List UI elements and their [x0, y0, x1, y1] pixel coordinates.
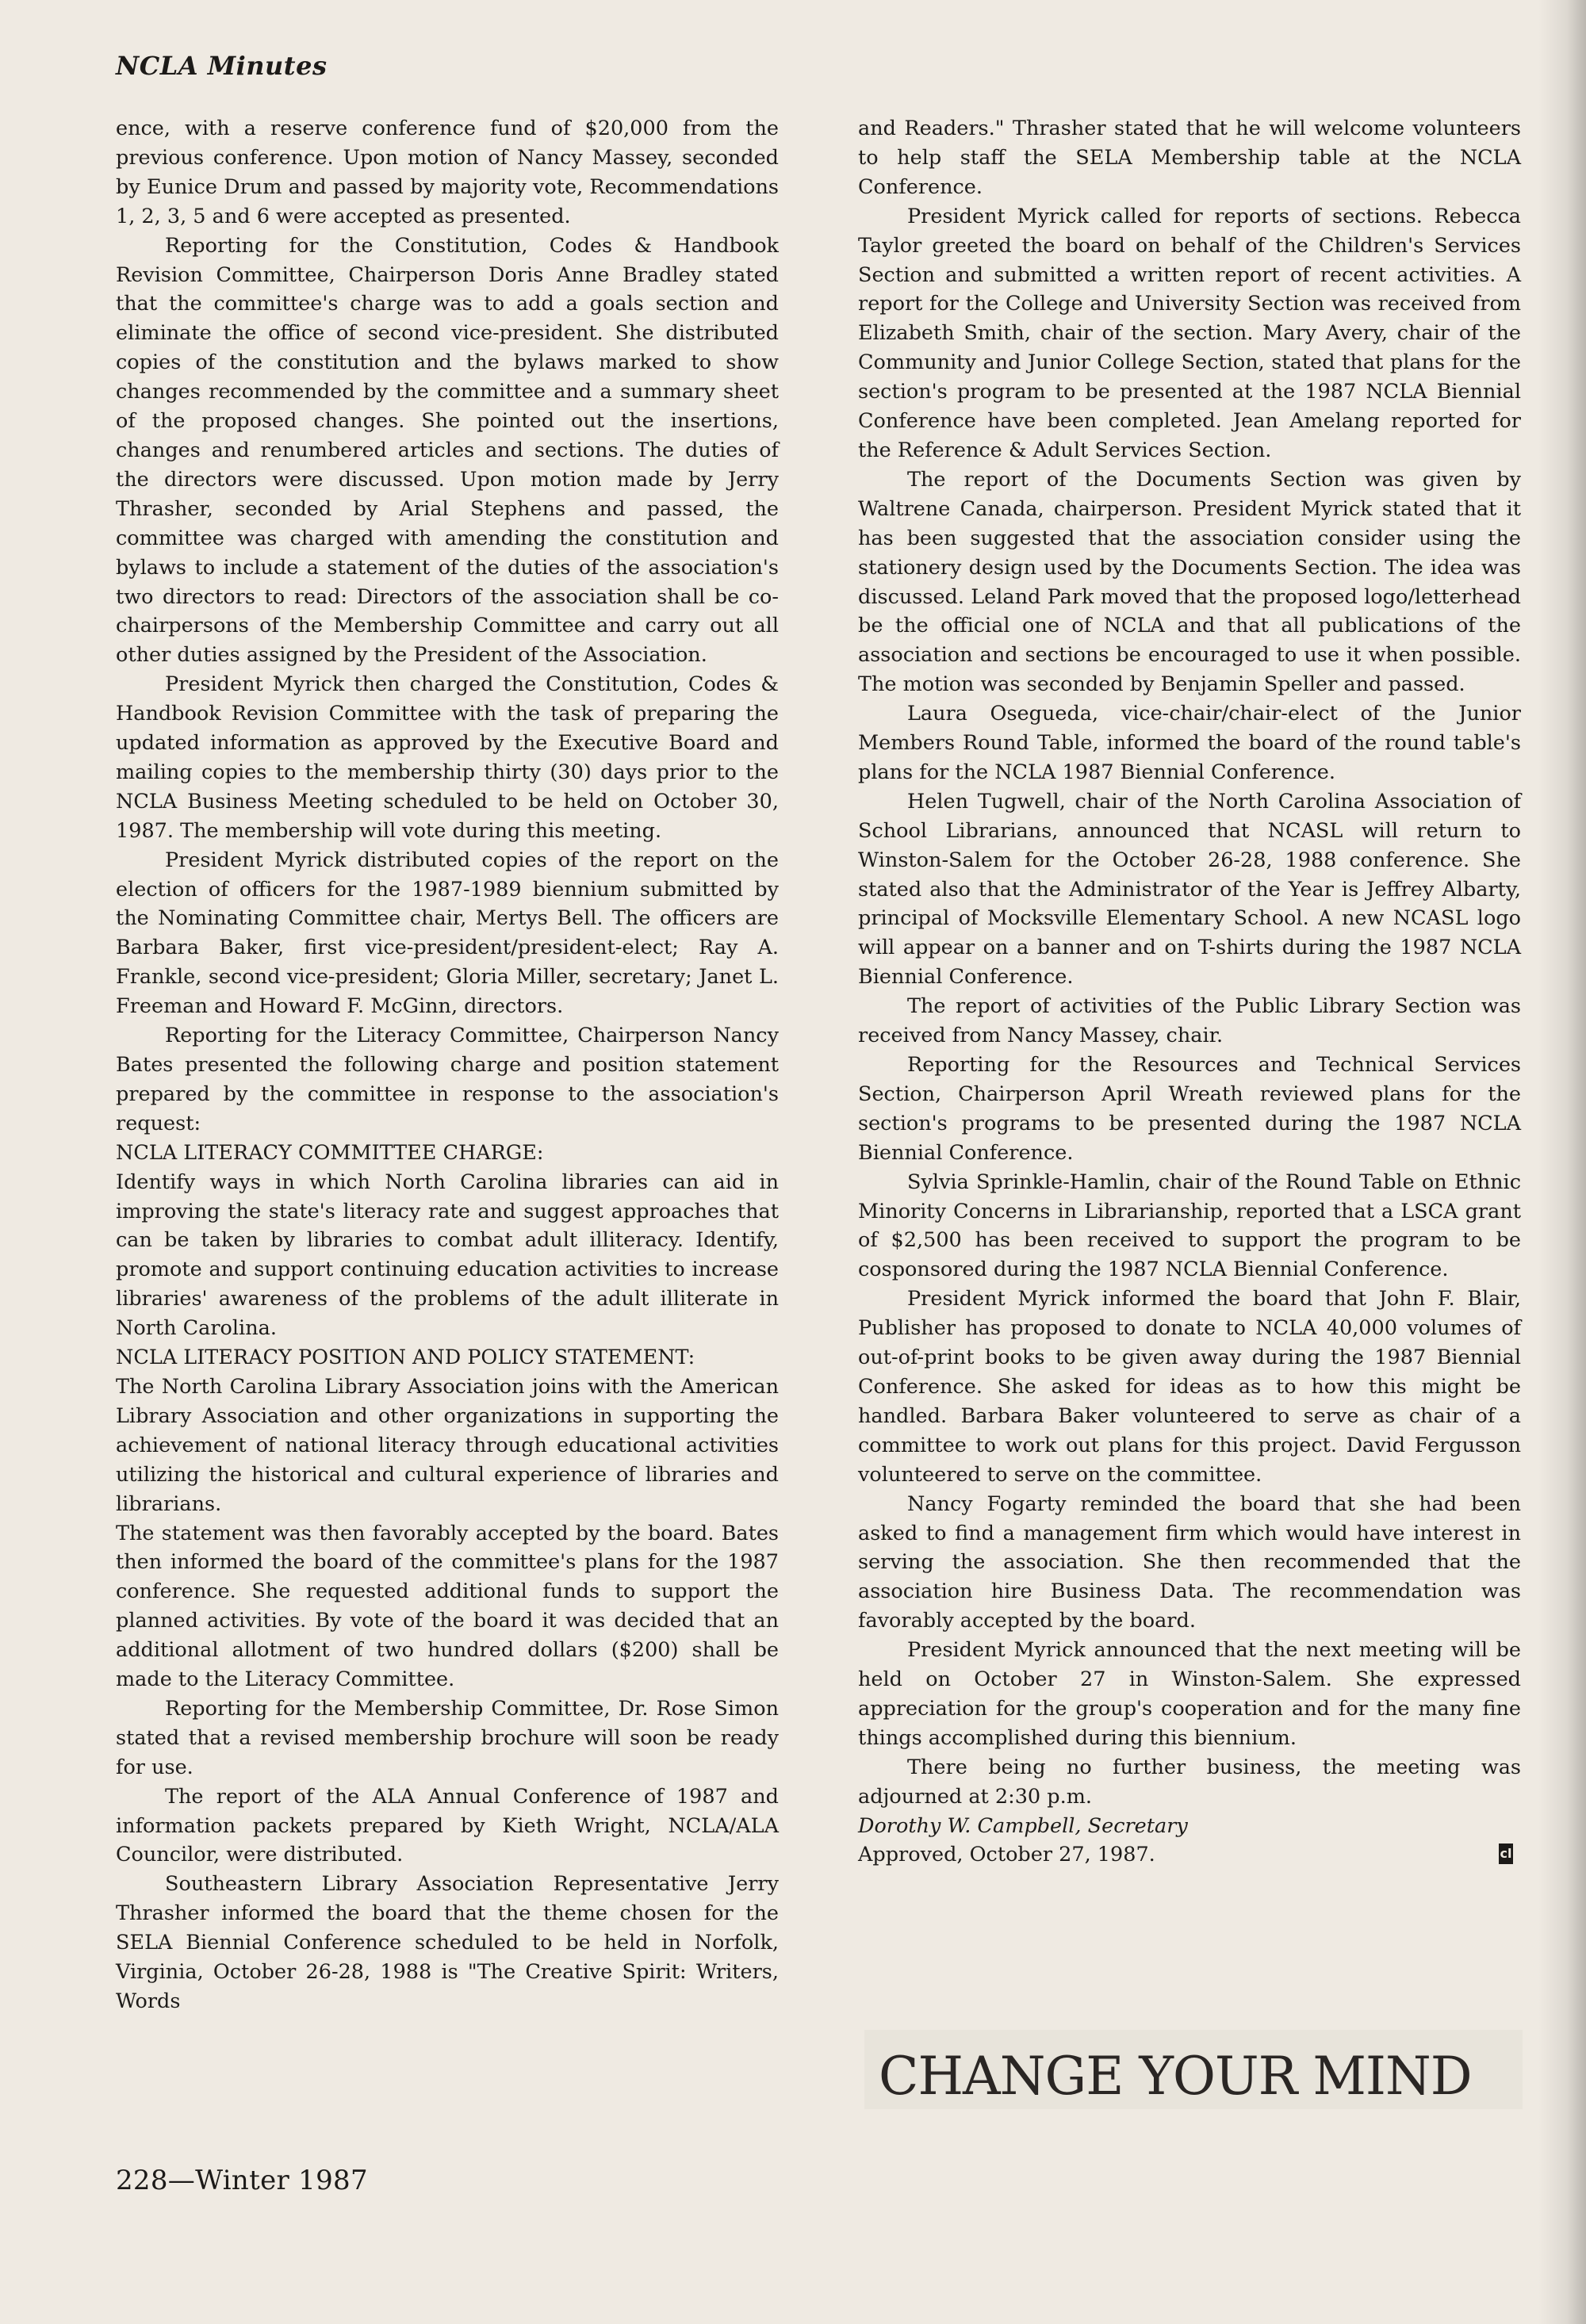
page-folio: 228—Winter 1987 [116, 2165, 368, 2196]
paragraph: President Myrick distributed copies of the report on the election of officers for the 1987-1989 biennium submitted by the Nominating Committee chair, Mertys Bell. The officers are Barbara Baker, first vice-president/president-elect; Ray A. Frankle, second vice-president; Gloria Miller, secretary; Janet L. Freeman and Howard F. McGinn, directors. [116, 848, 779, 1019]
paragraph: Nancy Fogarty reminded the board that she had been asked to find a management firm which would have interest in serving the association. She then recommended that the association hire Business Data. The recommendation was favorably accepted by the board. [858, 1491, 1521, 1633]
paragraph: There being no further business, the meeting was adjourned at 2:30 p.m. [858, 1755, 1521, 1809]
literacy-position-text: The North Carolina Library Association joins with the American Library Association and other organizations in supporting the achievement of national literacy through educational activities utilizing the historical and cultural experience of libraries and librarians. [116, 1374, 779, 1516]
paragraph: President Myrick then charged the Constitution, Codes & Handbook Revision Committee with the task of preparing the updated information as approved by the Executive Board and mailing copies to the membership thirty (30) days prior to the NCLA Business Meeting scheduled to be held on October 30, 1987. The membership will vote during this meeting. [116, 672, 779, 843]
secretary-signature: Dorothy W. Campbell, Secretary [858, 1813, 1188, 1838]
paragraph: Southeastern Library Association Representative Jerry Thrasher informed the board that the theme chosen for the SELA Biennial Conference scheduled to be held in Norfolk, Virginia, October 26-28, 1988 is "The Creative Spirit: Writers, Words [116, 1872, 779, 2013]
paragraph: and Readers." Thrasher stated that he will welcome volunteers to help staff the SELA Membership table at the NCLA Conference. [858, 117, 1521, 199]
right-column [858, 114, 1521, 1870]
paragraph: President Myrick informed the board that John F. Blair, Publisher has proposed to donate to NCLA 40,000 volumes of out-of-print books to be given away during the 1987 Biennial Conference. She asked for ideas as to how this might be handled. Barbara Baker volunteered to serve as chair of a committee to work out plans for this project. David Fergusson volunteered to serve on the committee. [858, 1287, 1521, 1487]
paragraph: The statement was then favorably accepted by the board. Bates then informed the board of the committee's plans for the 1987 conference. She requested additional funds to support the planned activities. By vote of the board it was decided that an additional allotment of two hundred dollars ($200) shall be made to the Literacy Committee. [116, 1521, 779, 1692]
literacy-charge-text: Identify ways in which North Carolina libraries can aid in improving the state's literacy rate and suggest approaches that can be taken by libraries to combat adult illiteracy. Identify, promote and support continuing education activities to increase libraries' awareness of the problems of the adult illiterate in North Carolina. [116, 1170, 779, 1341]
paragraph: Reporting for the Membership Committee, Dr. Rose Simon stated that a revised membership brochure will soon be ready for use. [116, 1696, 779, 1779]
paragraph: President Myrick called for reports of sections. Rebecca Taylor greeted the board on behalf of the Children's Services Section and submitted a written report of recent activities. A report for the College and University Section was received from Elizabeth Smith, chair of the section. Mary Avery, chair of the Community and Junior College Section, stated that plans for the section's program to be presented at the 1987 NCLA Biennial Conference have been completed. Jean Amelang reported for the Reference & Adult Services Section. [858, 204, 1521, 462]
paragraph: Laura Osegueda, vice-chair/chair-elect of the Junior Members Round Table, informed the board of the round table's plans for the NCLA 1987 Biennial Conference. [858, 702, 1521, 784]
running-head: NCLA Minutes [116, 51, 328, 81]
paragraph: ence, with a reserve conference fund of $20,000 from the previous conference. Upon motion of Nancy Massey, seconded by Eunice Drum and passed by majority vote, Recommendations 1, 2, 3, 5 and 6 were accepted as presented. [116, 117, 779, 228]
literacy-charge-heading: NCLA LITERACY COMMITTEE CHARGE: [116, 1140, 544, 1165]
approval-line [858, 1840, 1521, 1870]
paragraph: The report of the ALA Annual Conference of 1987 and information packets prepared by Kieth Wright, NCLA/ALA Councilor, were distributed. [116, 1784, 779, 1867]
paragraph: Reporting for the Resources and Technical Services Section, Chairperson April Wreath reviewed plans for the section's programs to be presented during the 1987 NCLA Biennial Conference. [858, 1053, 1521, 1165]
approval-date: Approved, October 27, 1987. [858, 1843, 1155, 1867]
paragraph: President Myrick announced that the next meeting will be held on October 27 in Winston-Salem. She expressed appreciation for the group's cooperation and for the many fine things accomplished during this biennium. [858, 1638, 1521, 1750]
left-column [116, 114, 779, 2016]
paragraph: Reporting for the Constitution, Codes & Handbook Revision Committee, Chairperson Doris Anne Bradley stated that the committee's charge was to add a goals section and eliminate the office of second vice-president. She distributed copies of the constitution and the bylaws marked to show changes recommended by the committee and a summary sheet of the proposed changes. She pointed out the insertions, changes and renumbered articles and sections. The duties of the directors were discussed. Upon motion made by Jerry Thrasher, seconded by Arial Stephens and passed, the committee was charged with amending the constitution and bylaws to include a statement of the duties of the association's two directors to read: Directors of the association shall be co-chairpersons of the Membership Committee and carry out all other duties assigned by the President of the Association. [116, 233, 779, 668]
paragraph: Reporting for the Literacy Committee, Chairperson Nancy Bates presented the following charge and position statement prepared by the committee in response to the association's request: [116, 1024, 779, 1135]
paragraph: The report of the Documents Section was given by Waltrene Canada, chairperson. President Myrick stated that it has been suggested that the association consider using the stationery design used by the Documents Section. The idea was discussed. Leland Park moved that the proposed logo/letterhead be the official one of NCLA and that all publications of the association and sections be encouraged to use it when possible. The motion was seconded by Benjamin Speller and passed. [858, 467, 1521, 697]
page-edge-shadow [1538, 0, 1586, 2324]
change-your-mind-banner: CHANGE YOUR MIND [879, 2046, 1472, 2107]
literacy-position-heading: NCLA LITERACY POSITION AND POLICY STATEMENT: [116, 1346, 695, 1370]
paragraph: Sylvia Sprinkle-Hamlin, chair of the Round Table on Ethnic Minority Concerns in Librarianship, reported that a LSCA grant of $2,500 has been received to support the program to be cosponsored during the 1987 NCLA Biennial Conference. [858, 1170, 1521, 1282]
end-of-article-mark: cl [1499, 1844, 1513, 1864]
paragraph: Helen Tugwell, chair of the North Carolina Association of School Librarians, announced that NCASL will return to Winston-Salem for the October 26-28, 1988 conference. She stated also that the Administrator of the Year is Jeffrey Albarty, principal of Mocksville Elementary School. A new NCASL logo will appear on a banner and on T-shirts during the 1987 NCLA Biennial Conference. [858, 789, 1521, 990]
paragraph: The report of activities of the Public Library Section was received from Nancy Massey, chair. [858, 994, 1521, 1048]
